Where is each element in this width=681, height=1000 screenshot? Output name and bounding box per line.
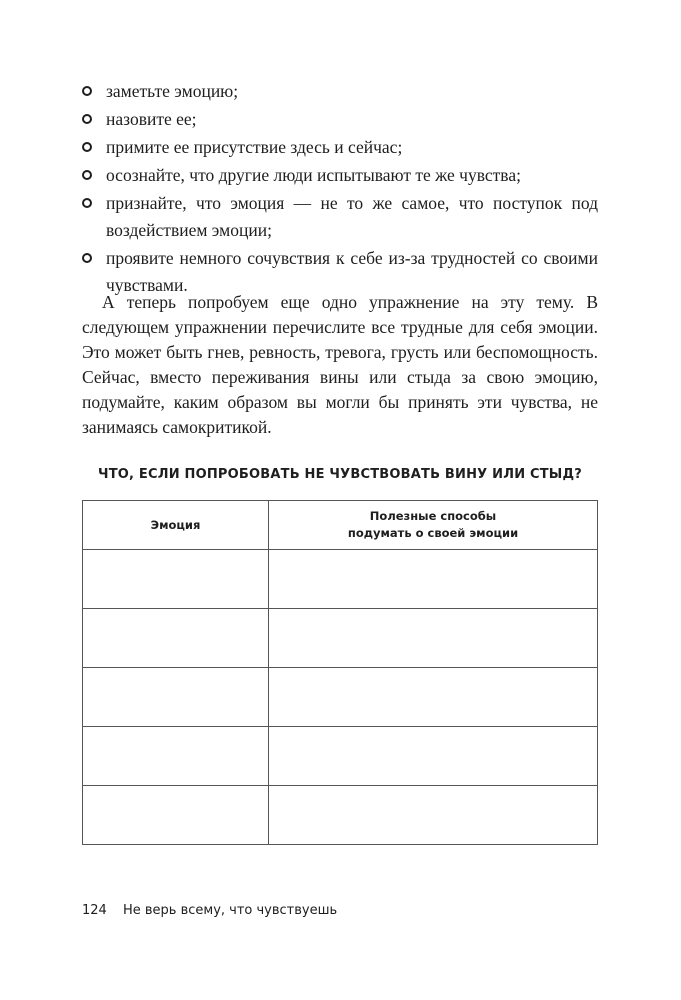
emotion-cell[interactable] [83,609,269,668]
list-item [78,190,598,244]
circle-bullet-icon [82,253,92,263]
circle-bullet-icon [82,170,92,180]
helpful-ways-cell[interactable] [269,550,598,609]
list-item-text: примите ее присутствие здесь и сейчас; [106,137,403,157]
list-item-text: назовите ее; [106,109,197,129]
emotion-cell[interactable] [83,550,269,609]
helpful-ways-cell[interactable] [269,786,598,845]
page-number: 124 [82,903,107,918]
list-item-text: признайте, что эмоция — не то же самое, что поступок под воздействием эмоции; [106,193,598,240]
running-title: Не верь всему, что чувствуешь [122,903,338,918]
column-header-helpful-ways [269,501,598,550]
table-row [83,727,598,786]
table-row [83,668,598,727]
helpful-ways-cell[interactable] [269,668,598,727]
list-item [78,78,598,105]
list-item-text: заметьте эмоцию; [106,81,239,101]
worksheet-table [82,500,598,845]
list-item [78,106,598,133]
table-row [83,786,598,845]
helpful-ways-cell[interactable] [269,609,598,668]
worksheet-title: ЧТО, ЕСЛИ ПОПРОБОВАТЬ НЕ ЧУВСТВОВАТЬ ВИНУ ИЛИ СТЫД? [98,467,582,482]
helpful-ways-cell[interactable] [269,727,598,786]
table-header-row [83,501,598,550]
table-row [83,609,598,668]
circle-bullet-icon [82,142,92,152]
page-footer [82,903,337,918]
body-paragraph: А теперь попробуем еще одно упражнение на эту тему. В следующем упражнении перечислите все трудные для себя эмоции. Это может быть гнев, ревность, тревога, грусть или беспомощность. Сейчас, вместо переживания вины или стыда за свою эмоцию, подумайте, каким образом вы могли бы принять эти чувства, не занимаясь самокритикой. [82,292,598,437]
circle-bullet-icon [82,114,92,124]
list-item [78,162,598,189]
bullet-list [78,78,598,300]
circle-bullet-icon [82,86,92,96]
list-item-text: проявите немного сочувствия к себе из-за трудностей со своими чувствами. [106,248,598,295]
column-header-helpful-ways-text: Полезные способы подумать о своей эмоции [347,509,519,540]
list-item-text: осознайте, что другие люди испытывают те же чувства; [106,165,521,185]
list-item [78,134,598,161]
table-row [83,550,598,609]
column-header-emotion: Эмоция [83,501,269,550]
emotion-cell[interactable] [83,727,269,786]
emotion-cell[interactable] [83,668,269,727]
emotion-cell[interactable] [83,786,269,845]
circle-bullet-icon [82,198,92,208]
